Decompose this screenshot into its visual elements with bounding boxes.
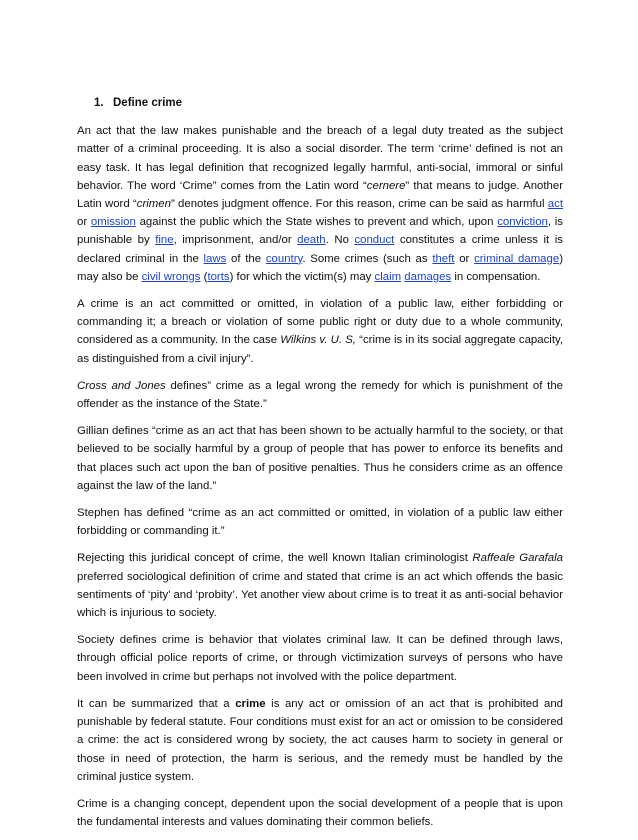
text: ) may also be <box>77 252 563 283</box>
link-civil-wrongs[interactable]: civil wrongs <box>141 270 201 283</box>
text: “crime is in its social aggregate capacity, as distinguished from a civil injury”. <box>77 334 563 365</box>
link-laws[interactable]: laws <box>203 252 227 265</box>
paragraph-7: Society defines crime is behavior that violates criminal law. It can be defined through laws, through official police reports of crime, or through victimization surveys of persons who have been involved in crime but perhaps not involved with the police department. <box>77 634 563 683</box>
text: ” that means to judge. Another Latin word “ <box>77 179 563 211</box>
text: defines” crime as a legal wrong the remedy for which is punishment of the offender as the instance of the State.” <box>77 379 563 411</box>
paragraph-4: Gillian defines “crime as an act that has been shown to be actually harmful to the society, or that believed to be socially harmful by a group of people that has power to enforce its benefits and that places such act upon the ban of positive penalties. Thus he considers crime as an offence against the law of the land.” <box>77 425 563 492</box>
link-damages[interactable]: damages <box>404 270 452 283</box>
document-page <box>77 94 563 840</box>
text: constitutes a crime unless it is declared criminal in the <box>77 234 563 265</box>
paragraph-6 <box>77 549 563 622</box>
link-act[interactable]: act <box>547 198 563 211</box>
text: A crime is an act committed or omitted, in violation of a public law, either forbidding or commanding it; a breach or violation of some public right or duty due to a whole community, considered as a community. In the case <box>77 298 563 347</box>
text: ( <box>200 270 208 283</box>
case-name: Wilkins v. U. S, <box>280 334 356 347</box>
author-names: Cross and Jones <box>77 379 166 392</box>
link-criminal-damage[interactable]: criminal damage <box>474 252 560 265</box>
text: is any act or omission of an act that is prohibited and punishable by federal statute. Four conditions must exist for an act or omission to be considered a crime: the act is considered wrong by society, the act causes harm to society in general or those in need of protection, the harm is serious, and the remedy must be handled by the criminal justice system. <box>77 697 563 783</box>
text: ) for which the victim(s) may <box>229 270 375 283</box>
link-torts[interactable]: torts <box>207 270 230 283</box>
text: . No <box>325 234 355 247</box>
paragraph-3 <box>77 377 563 413</box>
text: preferred sociological definition of crime and stated that crime is an act which offends the basic sentiments of ‘pity’ and ‘probity’. Yet another view about crime is to treat it as anti-social behavior which is injurious to society. <box>77 570 563 620</box>
link-death[interactable]: death <box>297 234 326 247</box>
link-theft[interactable]: theft <box>432 252 455 265</box>
criminologist-name: Raffeale Garafala <box>472 552 564 565</box>
text: of the <box>226 252 266 265</box>
paragraph-9: Crime is a changing concept, dependent upon the social development of a people that is upon the fundamental interests and values dominating their common beliefs. <box>77 797 563 829</box>
text: or <box>77 216 91 229</box>
heading-number: 1. <box>94 97 104 109</box>
paragraph-2 <box>77 295 563 368</box>
text: against the public which the State wishes to prevent and which, upon <box>135 216 498 229</box>
text: or <box>454 252 475 265</box>
link-country[interactable]: country <box>265 252 303 265</box>
text: in compensation. <box>451 270 541 283</box>
link-claim[interactable]: claim <box>374 270 402 283</box>
link-conduct[interactable]: conduct <box>354 234 395 247</box>
link-conviction[interactable]: conviction <box>497 216 548 229</box>
text: It can be summarized that a <box>77 697 236 710</box>
paragraph-5: Stephen has defined “crime as an act committed or omitted, in violation of a public law either forbidding or commanding it.” <box>77 507 563 538</box>
paragraph-8 <box>77 695 563 786</box>
link-omission[interactable]: omission <box>90 216 136 229</box>
text: ” denotes judgment offence. For this reason, crime can be said as harmful <box>170 198 548 211</box>
section-heading <box>94 94 563 112</box>
latin-term: crimen <box>136 198 171 211</box>
text: , is punishable by <box>77 216 564 247</box>
paragraph-1 <box>77 122 563 286</box>
text: An act that the law makes punishable and the breach of a legal duty treated as the subject matter of a criminal proceeding. It is also a social disorder. The term ‘crime’ defined is not an easy task. It has legal definition that recognized legally harmful, anti-social, immoral or sinful behavior. The word ‘Crime” comes from the Latin word “ <box>77 125 563 192</box>
link-fine[interactable]: fine <box>155 234 174 247</box>
heading-title: Define crime <box>113 97 183 109</box>
bold-term: crime <box>235 697 266 710</box>
text: . Some crimes (such as <box>302 252 433 265</box>
text: , imprisonment, and/or <box>173 234 298 247</box>
text: Rejecting this juridical concept of crime, the well known Italian criminologist <box>77 552 473 565</box>
latin-term: cernere <box>366 179 406 192</box>
